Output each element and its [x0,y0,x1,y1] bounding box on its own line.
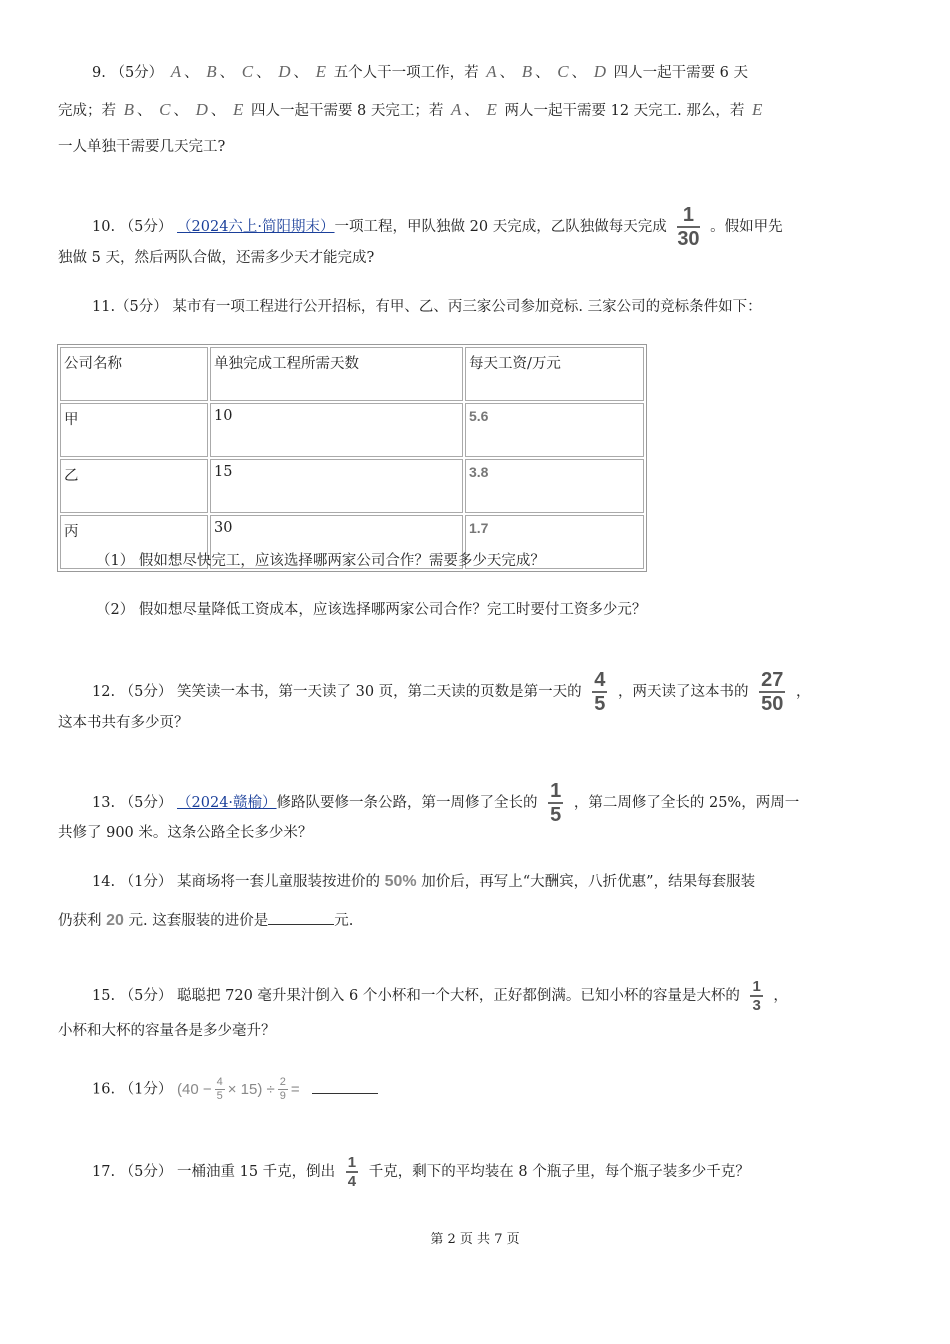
q13-line1: 13. （5分） （2024·赣榆）修路队要修一条公路，第一周修了全长的 $\frac{1}{5}$ ，第二周修了全长的 25%，两周一 [92,780,800,826]
q12-line2: 这本书共有多少页？ [58,715,189,731]
value-20: 20 [106,912,124,929]
q10-line2: 独做 5 天，然后两队合做，还需多少天才能完成? [58,250,375,266]
fraction-1-30: $\frac{1}{30}$ [677,204,700,250]
q11-sub1: （1） 假如想尽快完工，应该选择哪两家公司合作？需要多少天完成？ [96,553,545,569]
q14-answer-blank[interactable] [268,910,334,925]
percent-50: 50% [384,873,417,890]
q16-expression: (40 − $\frac{4}{5}$ × 15) ÷ $\frac{2}{9}$ = [177,1076,300,1102]
q9-line2: 完成；若 B 、 C 、 D 、 E 四人一起干需要 8 天完工；若 A 、 E 两人一起干需要 12 天完工. 那么，若 E [58,100,763,119]
q13-source-link[interactable]: （2024·赣榆） [177,795,277,811]
q15-line2: 小杯和大杯的容量各是多少毫升？ [58,1023,276,1039]
var-a: A [170,62,182,81]
table-row: 乙 15 3.8 [60,459,644,513]
fraction-1-4: $\frac{1}{4}$ [347,1154,357,1190]
q11-line1: 11.（5分） 某市有一项工程进行公开招标，有甲、乙、丙三家公司参加竞标. 三家公司的竞标条件如下： [92,299,762,315]
q17-line1: 17. （5分） 一桶油重 15 千克，倒出 $\frac{1}{4}$ 千克，剩下的平均装在 8 个瓶子里，每个瓶子装多少千克？ [92,1154,750,1190]
q9-line1: 9. （5分） A 、 B 、 C 、 D 、 E 五个人干一项工作，若 A 、 B 、 C 、 D 四人一起干需要 6 天 [92,62,749,81]
q15-line1: 15. （5分） 聪聪把 720 毫升果汁倒入 6 个小杯和一个大杯，正好都倒满。已知小杯的容量是大杯的 $\frac{1}{3}$ ， [92,978,788,1014]
q11-sub2: （2） 假如想尽量降低工资成本，应该选择哪两家公司合作？完工时要付工资多少元？ [96,602,647,618]
table-header-row [60,347,644,401]
header-wage: 每天工资/万元 [465,347,644,401]
table-row: 丙 30 1.7 [60,515,644,569]
header-days: 单独完成工程所需天数 [210,347,463,401]
fraction-1-3: $\frac{1}{3}$ [752,978,761,1014]
q12-line1: 12. （5分） 笑笑读一本书，第一天读了 30 页，第二天读的页数是第一天的 $\frac{4}{5}$ ，两天读了这本书的 $\frac{27}{50}$ ， [92,669,811,715]
q14-line1: 14. （1分） 某商场将一套儿童服装按进价的 50% 加价后，再写上“大酬宾，八折优惠”，结果每套服装 [92,873,756,890]
var-e: E [315,62,327,81]
q16-answer-blank[interactable] [312,1079,378,1094]
page-footer: 第 2 页 共 7 页 [430,1232,520,1247]
fraction-1-5: $\frac{1}{5}$ [550,780,562,826]
var-c: C [241,62,254,81]
var-d: D [278,62,291,81]
q16-line1: 16. （1分） (40 − $\frac{4}{5}$ × 15) ÷ $\frac{2}{9}$ = [92,1077,890,1102]
header-company: 公司名称 [60,347,208,401]
q10-line1: 10. （5分） （2024六上·简阳期末）一项工程，甲队独做 20 天完成，乙队独做每天完成 $\frac{1}{30}$ 。假如甲先 [92,204,783,250]
fraction-4-5: $\frac{4}{5}$ [594,669,606,715]
q10-source-link[interactable]: （2024六上·简阳期末） [177,219,335,235]
table-row: 甲 10 5.6 [60,403,644,457]
fraction-27-50: $\frac{27}{50}$ [761,669,784,715]
q9-line3: 一人单独干需要几天完工? [58,139,226,155]
q13-line2: 共修了 900 米。这条公路全长多少米？ [58,825,313,841]
var-b: B [206,62,217,81]
bid-table [57,344,647,572]
q14-line2: 仍获利 20 元. 这套服装的进价是 元. [58,912,354,929]
